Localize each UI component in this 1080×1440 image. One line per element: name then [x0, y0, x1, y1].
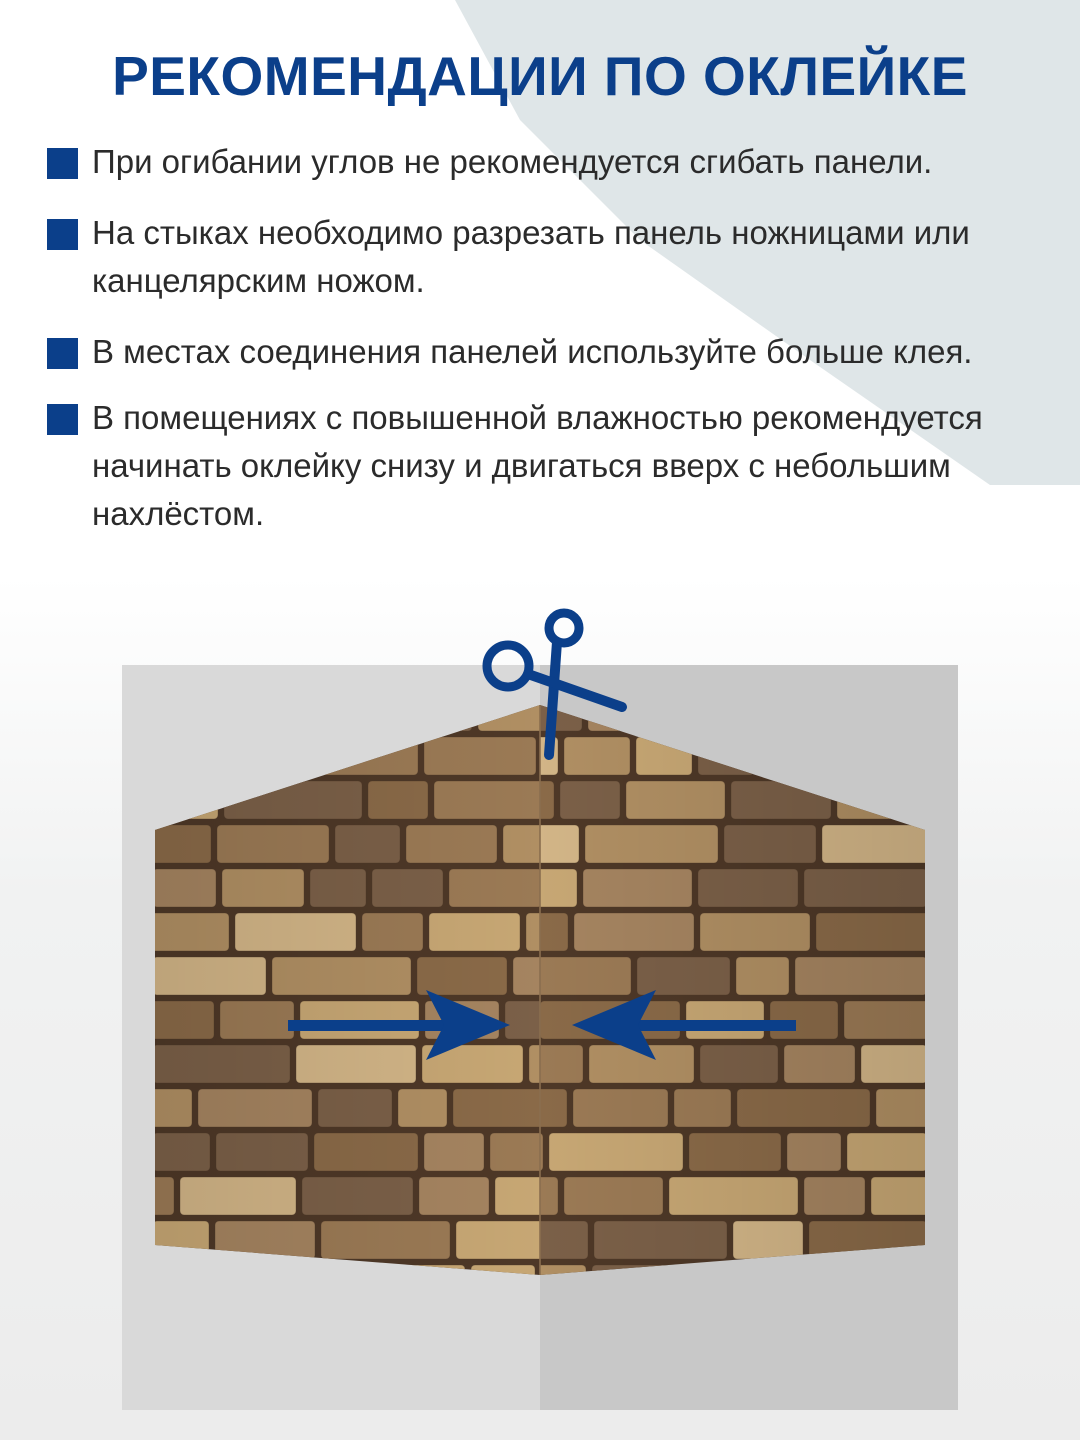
list-item: [46, 328, 1066, 376]
recommendations-list: [46, 138, 1066, 538]
list-item-text: При огибании углов не рекомендуется сгибать панели.: [92, 143, 933, 180]
corner-wall-illustration: [0, 590, 1080, 1440]
list-item: [46, 394, 1066, 538]
bullet-square-icon: [47, 219, 78, 250]
page-title: РЕКОМЕНДАЦИИ ПО ОКЛЕЙКЕ: [112, 45, 968, 107]
list-item-text: В местах соединения панелей используйте больше клея.: [92, 333, 973, 370]
list-item: [46, 138, 1066, 186]
list-item-text: В помещениях с повышенной влажностью рекомендуется начинать оклейку снизу и двигаться вверх с небольшим нахлёстом.: [92, 399, 983, 532]
list-item-text: На стыках необходимо разрезать панель ножницами или канцелярским ножом.: [92, 214, 970, 299]
list-item: [46, 209, 1066, 305]
bullet-square-icon: [47, 338, 78, 369]
bullet-square-icon: [47, 404, 78, 435]
bullet-square-icon: [47, 148, 78, 179]
